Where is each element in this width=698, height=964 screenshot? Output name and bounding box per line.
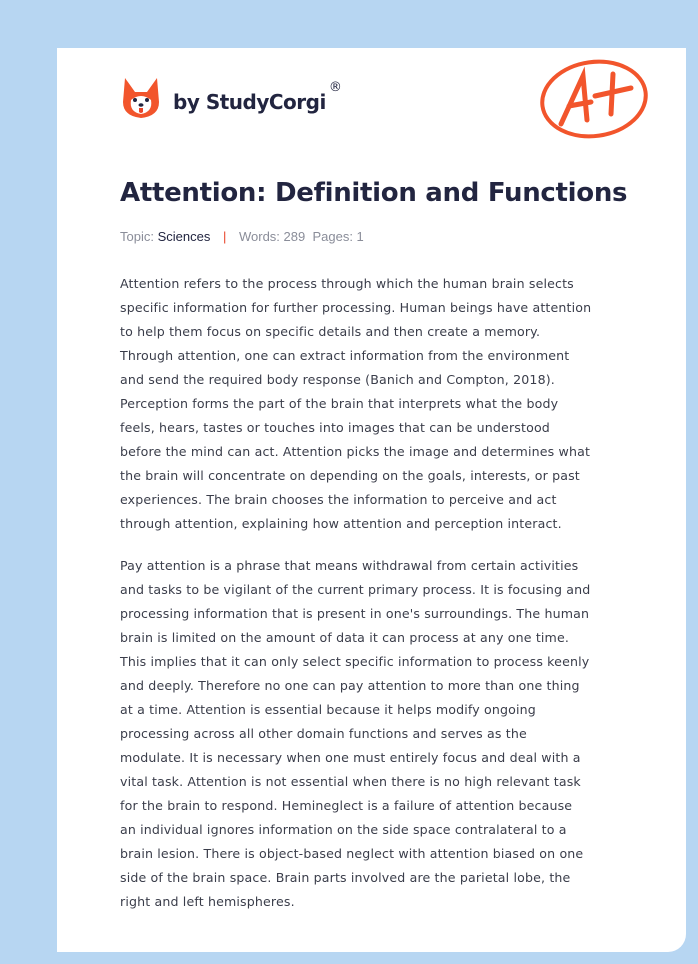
text-line: the brain will concentrate on depending on the goals, interests, or past (120, 468, 580, 483)
text-line: and send the required body response (Banich and Compton, 2018). (120, 372, 555, 387)
text-line: and deeply. Therefore no one can pay attention to more than one thing (120, 678, 580, 693)
meta-separator: | (222, 229, 227, 244)
text-line: and tasks to be vigilant of the current primary process. It is focusing and (120, 582, 591, 597)
text-line: Attention refers to the process through which the human brain selects (120, 276, 574, 291)
text-line: at a time. Attention is essential because it helps modify ongoing (120, 702, 536, 717)
registered-mark: ® (328, 80, 342, 95)
word-count: Words: 289 (238, 229, 306, 244)
topic-link[interactable]: Sciences (157, 229, 211, 244)
text-line: side of the brain space. Brain parts involved are the parietal lobe, the (120, 870, 571, 885)
text-line: Pay attention is a phrase that means withdrawal from certain activities (120, 558, 579, 573)
text-line: feels, hears, tastes or touches into images that can be understood (120, 420, 550, 435)
brand-name: by StudyCorgi® (173, 80, 342, 114)
text-line: vital task. Attention is not essential when there is no high relevant task (120, 774, 581, 789)
text-line: before the mind can act. Attention picks the image and determines what (120, 444, 591, 459)
essay-body (120, 272, 620, 932)
text-line: right and left hemispheres. (120, 894, 295, 909)
document-meta (120, 229, 364, 244)
page-count: Pages: 1 (312, 229, 364, 244)
text-line: brain lesion. There is object-based neglect with attention biased on one (120, 846, 584, 861)
paragraph (120, 272, 620, 536)
text-line: Through attention, one can extract information from the environment (120, 348, 570, 363)
text-line: This implies that it can only select specific information to process keenly (120, 654, 590, 669)
corgi-icon (121, 76, 161, 120)
text-line: brain is limited on the amount of data it can process at any one time. (120, 630, 570, 645)
page-title: Attention: Definition and Functions (120, 178, 628, 208)
topic-label: Topic: (120, 229, 154, 244)
text-line: to help them focus on specific details and then create a memory. (120, 324, 541, 339)
text-line: through attention, explaining how attention and perception interact. (120, 516, 562, 531)
text-line: processing across all other domain functions and serves as the (120, 726, 527, 741)
text-line: experiences. The brain chooses the information to perceive and act (120, 492, 557, 507)
text-line: specific information for further processing. Human beings have attention (120, 300, 592, 315)
text-line: an individual ignores information on the side space contralateral to a (120, 822, 567, 837)
a-plus-grade-icon (539, 58, 649, 140)
document-card (57, 48, 686, 952)
text-line: modulate. It is necessary when one must entirely focus and deal with a (120, 750, 581, 765)
text-line: processing information that is present in one's surroundings. The human (120, 606, 590, 621)
paragraph (120, 554, 620, 914)
studycorgi-logo[interactable] (121, 76, 341, 120)
text-line: Perception forms the part of the brain that interprets what the body (120, 396, 559, 411)
text-line: for the brain to respond. Hemineglect is a failure of attention because (120, 798, 573, 813)
